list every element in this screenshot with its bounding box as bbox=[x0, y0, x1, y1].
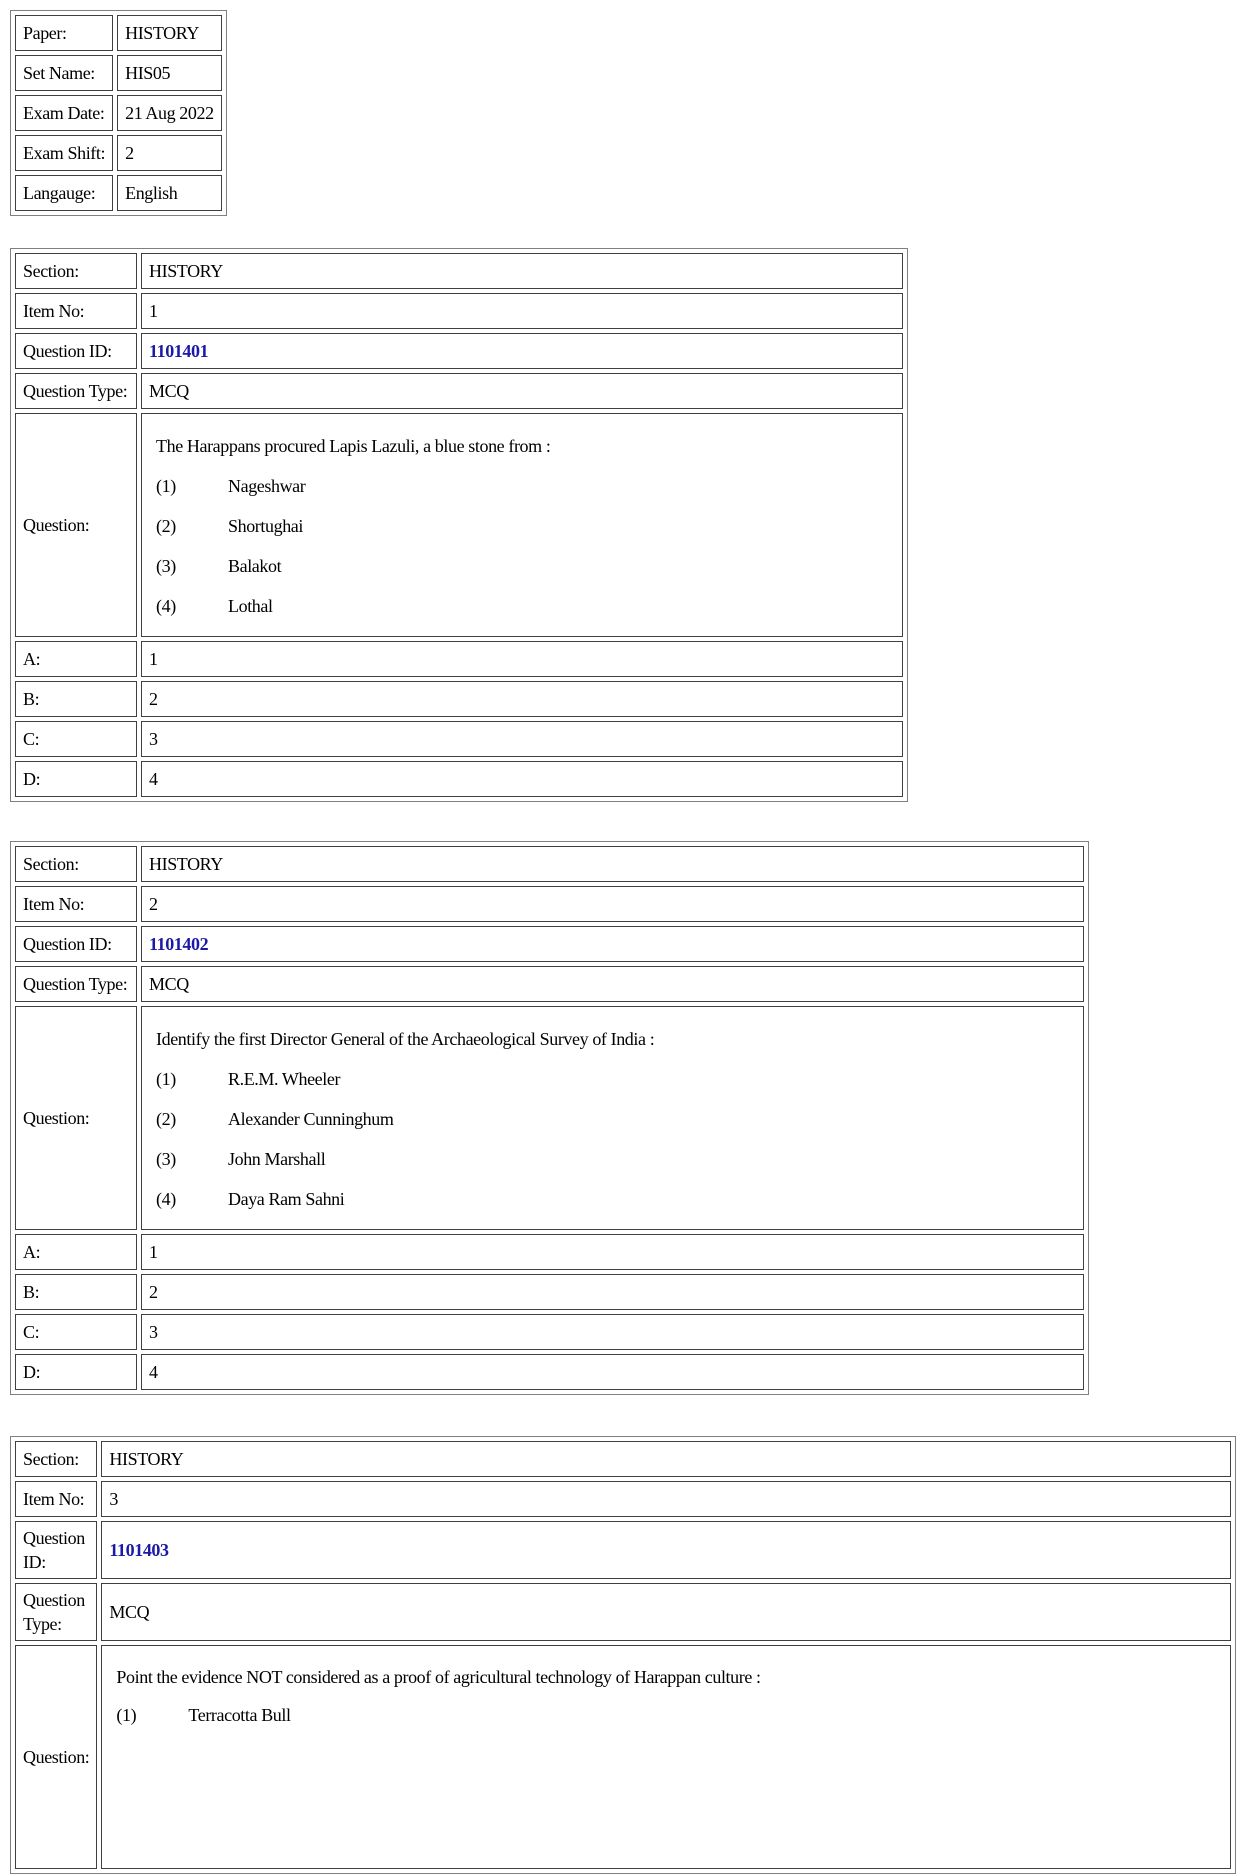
option-number: (1) bbox=[156, 1069, 176, 1089]
option-text: Alexander Cunninghum bbox=[228, 1109, 394, 1129]
question-type-label: Question Type: bbox=[15, 373, 137, 409]
answer-label: D: bbox=[15, 761, 137, 797]
question-id-value: 1101402 bbox=[141, 926, 1084, 962]
question-type-label: Question Type: bbox=[15, 1583, 97, 1641]
answer-label: A: bbox=[15, 1234, 137, 1270]
question-id-label: Question ID: bbox=[15, 926, 137, 962]
question-label: Question: bbox=[15, 413, 137, 637]
question-stem: The Harappans procured Lapis Lazuli, a blue stone from : bbox=[156, 436, 551, 456]
answer-label: C: bbox=[15, 1314, 137, 1350]
question-type-value: MCQ bbox=[101, 1583, 1231, 1641]
meta-label: Exam Shift: bbox=[15, 135, 113, 171]
question-stem: Identify the first Director General of the Archaeological Survey of India : bbox=[156, 1029, 655, 1049]
meta-label: Paper: bbox=[15, 15, 113, 51]
question-id-row bbox=[15, 1521, 1231, 1579]
item-no-value: 2 bbox=[141, 886, 1084, 922]
meta-value: 21 Aug 2022 bbox=[117, 95, 222, 131]
option-text: Balakot bbox=[228, 556, 282, 576]
item-no-label: Item No: bbox=[15, 1481, 97, 1517]
question-id-row bbox=[15, 926, 1084, 962]
question-type-row bbox=[15, 1583, 1231, 1641]
answer-value: 1 bbox=[141, 641, 903, 677]
item-no-row bbox=[15, 293, 903, 329]
answer-row-d bbox=[15, 1354, 1084, 1390]
question-row bbox=[15, 1645, 1231, 1869]
question-id-label: Question ID: bbox=[15, 1521, 97, 1579]
option-number: (4) bbox=[156, 1189, 176, 1209]
section-row bbox=[15, 253, 903, 289]
answer-row-a bbox=[15, 641, 903, 677]
meta-value: 2 bbox=[117, 135, 222, 171]
meta-label: Set Name: bbox=[15, 55, 113, 91]
section-value: HISTORY bbox=[101, 1441, 1231, 1477]
answer-row-d bbox=[15, 761, 903, 797]
item-no-row bbox=[15, 1481, 1231, 1517]
section-row bbox=[15, 846, 1084, 882]
meta-row-exam-date bbox=[15, 95, 222, 131]
question-option bbox=[156, 506, 888, 546]
question-id-value: 1101403 bbox=[101, 1521, 1231, 1579]
question-option bbox=[156, 586, 888, 626]
answer-row-c bbox=[15, 1314, 1084, 1350]
question-option bbox=[156, 1139, 1069, 1179]
meta-label: Exam Date: bbox=[15, 95, 113, 131]
item-no-value: 1 bbox=[141, 293, 903, 329]
meta-value: English bbox=[117, 175, 222, 211]
question-label: Question: bbox=[15, 1006, 137, 1230]
answer-label: B: bbox=[15, 681, 137, 717]
question-row bbox=[15, 413, 903, 637]
option-text: Lothal bbox=[228, 596, 273, 616]
question-option bbox=[156, 1099, 1069, 1139]
answer-row-c bbox=[15, 721, 903, 757]
answer-value: 2 bbox=[141, 681, 903, 717]
answer-label: B: bbox=[15, 1274, 137, 1310]
meta-label: Langauge: bbox=[15, 175, 113, 211]
answer-row-b bbox=[15, 1274, 1084, 1310]
question-id-row bbox=[15, 333, 903, 369]
answer-value: 3 bbox=[141, 721, 903, 757]
question-id-value: 1101401 bbox=[141, 333, 903, 369]
option-number: (2) bbox=[156, 1109, 176, 1129]
question-table-1 bbox=[10, 248, 908, 802]
answer-value: 4 bbox=[141, 761, 903, 797]
question-text bbox=[141, 413, 903, 637]
item-no-value: 3 bbox=[101, 1481, 1231, 1517]
question-type-row bbox=[15, 373, 903, 409]
option-number: (1) bbox=[156, 476, 176, 496]
question-type-label: Question Type: bbox=[15, 966, 137, 1002]
question-option bbox=[116, 1696, 1216, 1734]
exam-meta-table bbox=[10, 10, 227, 216]
answer-value: 4 bbox=[141, 1354, 1084, 1390]
question-text bbox=[101, 1645, 1231, 1869]
section-label: Section: bbox=[15, 846, 137, 882]
answer-label: D: bbox=[15, 1354, 137, 1390]
question-option bbox=[156, 546, 888, 586]
answer-label: A: bbox=[15, 641, 137, 677]
section-value: HISTORY bbox=[141, 253, 903, 289]
option-number: (4) bbox=[156, 596, 176, 616]
answer-row-b bbox=[15, 681, 903, 717]
meta-row-exam-shift bbox=[15, 135, 222, 171]
question-type-value: MCQ bbox=[141, 966, 1084, 1002]
question-table-2 bbox=[10, 841, 1089, 1395]
question-option bbox=[156, 1059, 1069, 1099]
question-type-row bbox=[15, 966, 1084, 1002]
answer-value: 2 bbox=[141, 1274, 1084, 1310]
meta-value: HISTORY bbox=[117, 15, 222, 51]
question-label: Question: bbox=[15, 1645, 97, 1869]
meta-row-paper bbox=[15, 15, 222, 51]
meta-row-language bbox=[15, 175, 222, 211]
question-text bbox=[141, 1006, 1084, 1230]
answer-row-a bbox=[15, 1234, 1084, 1270]
question-row bbox=[15, 1006, 1084, 1230]
item-no-row bbox=[15, 886, 1084, 922]
section-value: HISTORY bbox=[141, 846, 1084, 882]
option-text: Daya Ram Sahni bbox=[228, 1189, 345, 1209]
item-no-label: Item No: bbox=[15, 293, 137, 329]
option-text: Terracotta Bull bbox=[188, 1705, 291, 1725]
question-table-3 bbox=[10, 1436, 1236, 1874]
answer-value: 1 bbox=[141, 1234, 1084, 1270]
answer-value: 3 bbox=[141, 1314, 1084, 1350]
question-option bbox=[156, 1179, 1069, 1219]
question-id-label: Question ID: bbox=[15, 333, 137, 369]
option-number: (1) bbox=[116, 1705, 137, 1725]
option-number: (2) bbox=[156, 516, 176, 536]
section-label: Section: bbox=[15, 253, 137, 289]
option-text: John Marshall bbox=[228, 1149, 326, 1169]
option-number: (3) bbox=[156, 1149, 176, 1169]
option-number: (3) bbox=[156, 556, 176, 576]
answer-label: C: bbox=[15, 721, 137, 757]
item-no-label: Item No: bbox=[15, 886, 137, 922]
option-text: Nageshwar bbox=[228, 476, 306, 496]
section-label: Section: bbox=[15, 1441, 97, 1477]
section-row bbox=[15, 1441, 1231, 1477]
question-stem: Point the evidence NOT considered as a proof of agricultural technology of Harappan culture : bbox=[116, 1667, 761, 1687]
option-text: Shortughai bbox=[228, 516, 303, 536]
meta-value: HIS05 bbox=[117, 55, 222, 91]
question-option bbox=[156, 466, 888, 506]
question-type-value: MCQ bbox=[141, 373, 903, 409]
option-text: R.E.M. Wheeler bbox=[228, 1069, 341, 1089]
meta-row-set-name bbox=[15, 55, 222, 91]
